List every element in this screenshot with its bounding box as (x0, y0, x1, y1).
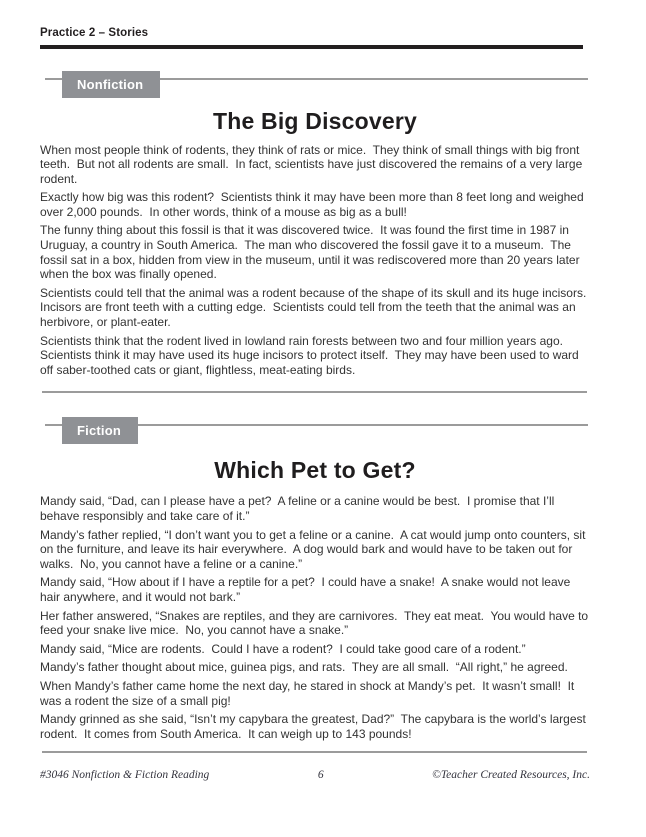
story-paragraph: The funny thing about this fossil is that it was discovered twice. It was found the first time in 1987 in Uruguay, a country in South America. The man who discovered the fossil gave it to a museum. The fossil sat in a box, hidden from view in the museum, until it was rediscovered more than 20 years later when the box was finally opened. (40, 223, 583, 282)
footer-book-id: #3046 Nonfiction & Fiction Reading (40, 769, 210, 782)
nonfiction-story-body (40, 142, 593, 378)
footer-page-number: 6 (317, 769, 324, 782)
fiction-badge: Fiction (62, 417, 138, 444)
story-paragraph: Scientists think that the rodent lived in lowland rain forests between two and four million years ago. Scientists think it may have used its huge incisors to protect itself. They may have been used to ward off saber-toothed cats or giant, flightless, meat-eating birds. (40, 333, 583, 377)
story-paragraph: Mandy’s father replied, “I don’t want you to get a feline or a canine. A cat would jump onto counters, sit on the furniture, and leave its hair everywhere. A dog would bark and would have to be taken out for walks. No, you cannot have a feline or a canine.” (40, 527, 589, 571)
page-footer (40, 769, 590, 781)
nonfiction-badge: Nonfiction (62, 71, 160, 98)
fiction-story-body (40, 494, 590, 741)
nonfiction-story-title: The Big Discovery (212, 107, 418, 134)
story-paragraph: Scientists could tell that the animal was a rodent because of the shape of its skull and its huge incisors. Incisors are front teeth with a cutting edge. Scientists could tell from the teeth that the animal was an herbivore, or plant-eater. (40, 285, 593, 330)
story-paragraph: Her father answered, “Snakes are reptiles, and they are carnivores. They eat meat. You would have to feed your snake live mice. No, you cannot have a snake.” (40, 608, 592, 638)
page-header-title: Practice 2 – Stories (40, 27, 149, 39)
story-paragraph: Exactly how big was this rodent? Scientists think it may have been more than 8 feet long and weighed over 2,000 pounds. In other words, think of a mouse as big as a bull! (40, 190, 587, 219)
footer-publisher: ©Teacher Created Resources, Inc. (432, 769, 590, 782)
footer-rule (42, 751, 587, 753)
story-paragraph: Mandy grinned as she said, “Isn’t my capybara the greatest, Dad?” The capybara is the world’s largest rodent. It comes from South America. It can weigh up to 143 pounds! (40, 712, 590, 741)
story-paragraph: Mandy said, “Mice are rodents. Could I have a rodent? I could take good care of a rodent.” (40, 641, 526, 656)
story-paragraph: Mandy said, “How about if I have a reptile for a pet? I could have a snake! A snake would not leave hair anywhere, and it would not bark.” (40, 575, 574, 604)
story-paragraph: When Mandy’s father came home the next day, he stared in shock at Mandy’s pet. It wasn’t small! It was a rodent the size of a small pig! (40, 678, 578, 708)
story-paragraph: Mandy’s father thought about mice, guinea pigs, and rats. They are all small. “All right,” he agreed. (40, 660, 568, 675)
nonfiction-banner (40, 71, 590, 99)
header-rule (40, 45, 583, 49)
story-paragraph: Mandy said, “Dad, can I please have a pet? A feline or a canine would be best. I promise that I’ll behave responsibly and take care of it.” (40, 494, 558, 523)
story-paragraph: When most people think of rodents, they think of rats or mice. They think of small things with big front teeth. But not all rodents are small. In fact, scientists have just discovered the remains of a very large rodent. (40, 142, 586, 186)
section-divider-rule (42, 391, 587, 393)
fiction-story-title: Which Pet to Get? (214, 457, 416, 484)
fiction-banner (40, 417, 590, 445)
